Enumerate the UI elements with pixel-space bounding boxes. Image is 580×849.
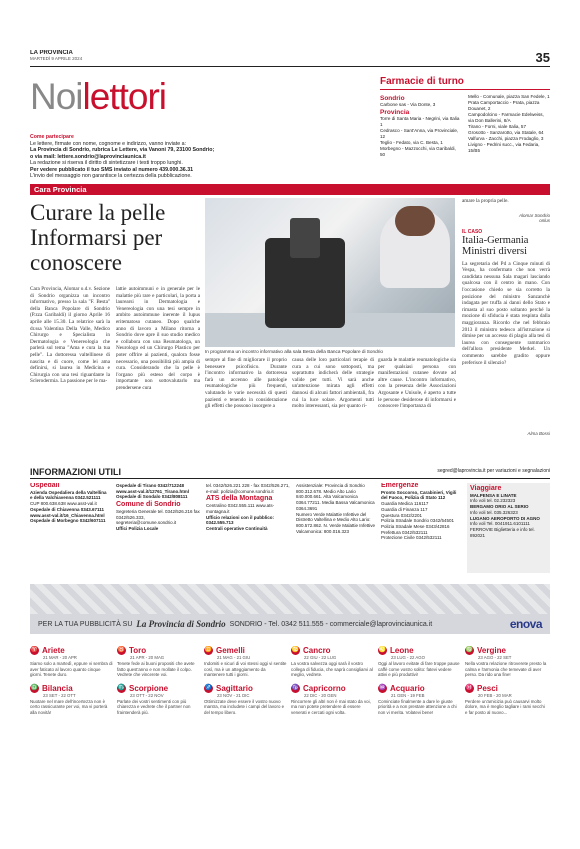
- info-item: Pronto Soccorso, Carabinieri, Vigili del Fuoco, Polizia di Stato 112: [381, 489, 457, 501]
- taurus-icon: ♉: [117, 647, 126, 653]
- info-item: Prefettura 0342/532111: [381, 529, 428, 535]
- info-divider: [30, 478, 550, 479]
- info-item: Polizia Stradale Sondrio 0342/54501: [381, 518, 455, 524]
- horoscope-row-2: [30, 684, 550, 716]
- info-item: tel. 0342/526.221 228 - fax 0342/526.271, e-mail: polizia@comune.sondrio.it: [206, 483, 290, 494]
- info-item: Numero Verde Malattie Infettive del Distretto Valtellina e Medio Alto Lario: 800.572.862. N. Verde Malattie Infettive Valcamonica: 800.016.323: [296, 511, 376, 534]
- photo-microscope-head: [290, 218, 320, 258]
- pharmacy-area-sondrio: Sondrio: [380, 95, 405, 102]
- info-mail[interactable]: segred@laprovincia.it per variazioni e segnalazioni: [437, 468, 550, 474]
- horoscope-item: ♊ Gemelli 21 MAG - 21 GIU Indomiti e sicuri di voi stessi oggi vi sentite così, ma è un atteggiamento da mantenere tutti i giorni.: [204, 646, 287, 677]
- pharmacy-item: Torre di Santa Maria - Negrini, via Italia 1: [380, 116, 460, 127]
- info-emergenze: [381, 483, 463, 541]
- article-signature: Alomar Sondrio: [518, 212, 550, 218]
- header-divider: [30, 66, 550, 67]
- how-to-line: La Provincia di Sondrio, rubrica Le Lettere, via Vanoni 79, 23100 Sondrio;: [30, 147, 215, 153]
- cancer-icon: ♋: [291, 647, 300, 653]
- info-title: INFORMAZIONI UTILI: [30, 467, 121, 477]
- side-kicker: IL CASO: [462, 228, 483, 235]
- info-item: Guardia Medica 116117: [381, 501, 429, 507]
- info-item: Centralino 0342.555.111 www.ats-montagna.it: [206, 503, 275, 514]
- ad-left-text: PER LA TUA PUBBLICITÀ SU: [38, 620, 133, 628]
- capricorn-icon: ♑: [291, 684, 300, 691]
- info-viaggiare: [467, 483, 550, 573]
- libra-icon: ♎: [30, 684, 39, 691]
- info-item: Assistenziale: Provincia di Sondrio 800.312.678. Medio Alto Lario 840.000.661. Alta Valcamonica 0364.77211. Media Bassa Valcamonica 0364.3691: [296, 483, 375, 511]
- pharmacies-title: Farmacie di turno: [380, 76, 550, 90]
- right-column: [462, 198, 550, 436]
- sagittarius-icon: ♐: [204, 684, 213, 691]
- horoscope-item: ♈ Ariete 21 MAR - 20 APR Siamo solo a martedì, eppure vi sembra di aver faticato al lavoro quanto cinque giorni. Tenete duro.: [30, 646, 113, 677]
- article-signature-org: onlus: [539, 217, 550, 223]
- info-heading: Ospedali: [30, 483, 60, 489]
- article-column-3: sempre al fine di migliorare il proprio benessere psicofisico. Durante l'incontro informativo la dottoressa farà un accenno alle patologie reumatologiche più frequenti, valutando le varie necessità di questi pazienti e tenendo in considerazione gli effetti che possono insorgere a: [205, 357, 287, 410]
- pharmacy-item: Teglio - Fedato, via C. Besta, 1: [380, 140, 443, 145]
- aries-icon: ♈: [30, 647, 39, 653]
- how-to-line: L'invio del messaggio non garantisce la certezza della pubblicazione.: [30, 173, 192, 179]
- pharmacy-area-provincia: Provincia: [380, 109, 410, 116]
- info-item: MALPENSA E LINATE: [470, 492, 517, 498]
- info-ospedali: [30, 483, 110, 524]
- aquarius-icon: ♒: [378, 684, 387, 691]
- info-item: BERGAMO ORIO AL SERIO: [470, 504, 529, 510]
- how-to-line: Per vedere pubblicato il tuo SMS inviato al numero 439.000.36.31: [30, 166, 194, 173]
- newspaper-name: LA PROVINCIA: [30, 50, 73, 56]
- scorpio-icon: ♏: [117, 684, 126, 691]
- article-photo: [205, 198, 455, 347]
- pharmacy-item: Morbegno - Mazzocchi, via Garibaldi, 50: [380, 146, 456, 157]
- info-item: Ospedale di Chiavenna 0343.67111 www.asst-val.it/16_Chiavenna.html: [30, 506, 105, 518]
- how-to-participate: [30, 134, 375, 180]
- section-title-part2: lettori: [82, 78, 167, 116]
- issue-date: MARTEDÌ 9 APRILE 2024: [30, 56, 83, 61]
- pharmacy-item: Mello - Comunale, piazza San Fedele, 1: [468, 94, 550, 99]
- pharmacies-box: [380, 76, 550, 158]
- gemini-icon: ♊: [204, 647, 213, 653]
- article-title: Curare la pelle Informarsi per conoscere: [30, 200, 166, 275]
- article-column-1: Cara Provincia, Alomar o.d.v. Sezione di Sondrio organizza un incontro informativo, presso la sala "F. Besta" della Banca Popolare di Sondrio (P.zza Garibaldi) il giorno Aprile 16 aprile alle 15.30. La relatrice sarà la dr.ssa Valentina Della Valle, Medico Chirurgo e Specialista in Dermatologia e Venereologia che parlerà sul tema "Ama e cura la tua pelle". La dottoressa valtellinese di nascita e di cuore, come lei ama definirsi, si laurea in Medicina e Chirurgia con una tesi riguardante la Sclerodermia. La passione per le ma-: [30, 286, 110, 385]
- how-to-label: Come partecipare: [30, 134, 74, 140]
- info-item: Ospedale di Tirano 0342/712248 www.asst-val.it/12761_Tirano.html: [116, 483, 190, 494]
- photo-caption: In programma un incontro informativo alla sala Besta della Banca Popolare di Sondrio: [205, 349, 383, 354]
- horoscope-item: ♑ Capricorno 22 DIC - 20 GEN Rincorrere gli altri non è mai stato da voi, ma non potete pretendere di essere venerati e cercati ogni volta.: [291, 683, 371, 715]
- section-title-part1: Noi: [30, 78, 83, 116]
- horoscope-item: ♌ Leone 23 LUG - 22 AGO Oggi al lavoro evitate di fare troppe pause caffè come vostro solito: fatevi vedere attivi e più produttivi!: [378, 646, 460, 677]
- info-heading: Comune di Sondrio: [116, 501, 181, 509]
- ad-logo: enova: [509, 617, 542, 631]
- horoscope-item: ♎ Bilancia 23 SET - 22 OTT Nuotare nel mare dell'incertezza non è certo rassicurante per voi, ma vi porterà alla novità!: [30, 683, 108, 715]
- section-band: Cara Provincia: [30, 184, 550, 195]
- info-comune: [206, 483, 291, 532]
- article-column-6: amare la propria pelle.: [462, 198, 509, 204]
- page-number: 35: [535, 50, 550, 65]
- horoscope-item: ♒ Acquario 21 GEN - 19 FEB Cominciate finalmente a dare le giuste priorità e a non prestare attenzione a chi non vi merita. Volatevi bene!: [378, 683, 457, 715]
- info-item: Centrali operative Continuità: [206, 525, 268, 531]
- info-item: Ospedale di Morbegno 0342/607111: [30, 518, 106, 524]
- pharmacy-item: Valfurva - Zacchi, piazza Frodaglio, 3: [468, 136, 544, 141]
- photo-researcher-hair: [395, 206, 435, 236]
- info-heading: ATS della Montagna: [206, 495, 273, 503]
- pharmacy-item: Cedrasco - Sant'Anna, via Provinciale, 12: [380, 128, 459, 139]
- article-column-5: guarda le malattie reumatologiche sia per qualsiasi persona con manifestazioni cutanee dovute ad altre cause. L'incontro informativo, con la presenza delle Associazioni Argosante e Unisole, è aperto a tutte le persone desiderose di informarsi e conoscere l'importanza di: [378, 357, 456, 410]
- article-column-2: lattie autoimmuni e in generale per le malattie più rare e particolari, la porta a laurearsi in Dermatologia e Venereologia con una tesi sempre in ambito autoimmune inerente il lupus eritematoso cutaneo. Dopo qualche anno di lavoro a Milano ritorna a Sondrio dove apre il suo studio medico e collabora con una Reumatologa, un Neurologo ed un Chirurgo Plastico per poter offrire ai pazienti, qualora fosse necessario, una possibilità più ampia di cura. Considerando che la pelle è l'organo più esteso del corpo è importante non sottovalutarlo ma prendersene cura: [116, 286, 200, 391]
- pisces-icon: ♓: [465, 684, 474, 691]
- side-article-title: Italia-Germania Ministri diversi: [462, 234, 529, 258]
- pharmacy-item: Campodolcino - Farmacie Edelweiss, via Don Ballerini, 8/A: [468, 112, 544, 123]
- ad-pattern: [30, 584, 550, 614]
- pharmacy-item: Tirano - Forni, viale Italia, 57: [468, 124, 527, 129]
- horoscope-item: ♉ Toro 21 APR - 20 MAG Tenete fede ai buoni propositi che avete fatto quest'anno e non mollate il colpo. Vedrete che vincerete voi.: [117, 646, 195, 677]
- horoscope-item: ♏ Scorpione 23 OTT - 22 NOV Parlate dei vostri sentimenti con più chiarezza e vedrete che il partner non fraintenderà più.: [117, 683, 191, 715]
- info-item: Protezione Civile 0342/532111: [381, 535, 442, 541]
- info-heading: Emergenze: [381, 483, 419, 489]
- ad-contact: SONDRIO - Tel. 0342 511.555 - commerciale@laprovinciaunica.it: [229, 620, 433, 628]
- article-column-4: causa delle loro particolari terapie di cura a cui sono sottoposti, ma soprattutto indicherà delle strategie valide per tutti. Vi sarà anche un'attenzione mirata agli effetti dannosi di alcuni fattori ambientali, fra cui la luce solare. Argomenti tutti molto interessanti, sia per quanto ri-: [292, 357, 374, 410]
- info-item: Azienda Ospedaliera della Valtellina e della Valchiavenna 0342.521111: [30, 489, 107, 501]
- info-item: Info voli Tel. 0041911.6101111: [470, 521, 530, 527]
- leo-icon: ♌: [378, 647, 387, 653]
- pharmacy-item: Livigno - Pedrini succ., via Fedaria, 15/B5: [468, 142, 540, 153]
- info-item: Segreteria Generale tel. 0342/526.216 fax 0342/526.333, segreteria@comune.sondrio.it: [116, 508, 200, 526]
- horoscope-row-1: [30, 646, 550, 678]
- info-item: LUGANO AEROPORTO DI AGNO: [470, 515, 540, 521]
- how-to-email[interactable]: o via mail: lettere.sondrio@laprovinciaunica.it: [30, 153, 146, 160]
- pharmacy-item: Carbone sas - Via Donte, 3: [380, 102, 436, 107]
- side-article-text: La segretaria del Pd a Cinque minuti di Vespa, ha confermato che non verrà candidata nessuna Sala magari lasciando qualcosa con il centro in mano. Con l'occasione chiedo se sia corretto la posizione del ministro Sanzanchè indagata per truffa ai danni dello Stato e rimasta al suo posto soltanto perché la mozione di sfiducia è stata respinta dalla maggioranza. Ricordo che nel febbraio 2013 il ministro tedesco all'istruzione si dimise per un accesso di plagio alla tesi di laurea con conseguente rammarico dell'allora presidente Merkel. Un commento sarebbe gradito oppure preferisce il silenzio?: [462, 260, 550, 366]
- horoscope-item: ♍ Vergine 23 AGO - 22 SET Nella vostra relazione ritroverete presto la calma e l'armonia che temevate di aver perso. Da rido una fine!: [465, 646, 547, 677]
- ad-banner[interactable]: [30, 614, 550, 634]
- info-item: Questura 0342/2201: [381, 512, 423, 518]
- info-item: CUP 800.638.638 www.asst-val.it: [30, 501, 97, 507]
- how-to-line: La redazione si riserva il diritto di sintetizzare i testi troppo lunghi.: [30, 160, 183, 166]
- section-title: [30, 78, 250, 116]
- info-item: Uffici Polizia Locale: [116, 525, 159, 531]
- virgo-icon: ♍: [465, 647, 474, 653]
- how-to-line: Le lettere, firmate con nome, cognome e indirizzo, vanno inviate a:: [30, 140, 187, 147]
- info-item: Ufficio relazioni con il pubblico: 0342.555.713: [206, 514, 275, 526]
- horoscope-item: ♋ Cancro 22 GIU - 22 LUG La vostra salvezza oggi sarà il vostro collega di fiducia, che saprà consigliarvi al meglio, vedrete.: [291, 646, 373, 677]
- info-item: FERROVIE Biglietteria e info tel. 892021: [470, 526, 535, 538]
- info-heading: Viaggiare: [470, 485, 502, 492]
- horoscope-item: ♐ Sagittario 23 NOV - 21 DIC Ottimizzate deve essere il vostro nuovo mantra, ma includete i campi del lavoro e del tempo libero.: [204, 683, 285, 715]
- pharmacy-item: Grosotto - Sanzarotto, via Statale, 64: [468, 130, 544, 135]
- horoscope-item: ♓ Pesci 20 FEB - 20 MAR Perdere un'amicizia può causarvi molto dolore, ma è meglio tagliare i rami secchi e far posto al nuovo...: [465, 683, 545, 715]
- info-ats: [296, 483, 376, 534]
- info-item: Info voli tel. 02.232323: [470, 498, 516, 504]
- info-item: Ospedale di Sondalo 0342/808111: [116, 494, 188, 500]
- info-item: Polizia Stradale Mese 0343/42816: [381, 523, 450, 529]
- info-item: Guardia di Finanza 117: [381, 506, 428, 512]
- pharmacy-item: Prata Camportaccio - Prata, piazza Douanet, 2: [468, 100, 540, 111]
- side-article-signature: Alma Bossi: [527, 430, 550, 436]
- info-ospedali-2: [116, 483, 201, 532]
- page-header: [30, 50, 230, 61]
- ad-brand: La Provincia di Sondrio: [136, 619, 226, 629]
- horoscope: [30, 646, 550, 816]
- pharmacies-col-left: [380, 94, 462, 158]
- info-item: Info voli tel. 035.326323: [470, 509, 518, 515]
- pharmacies-col-right: [468, 94, 550, 158]
